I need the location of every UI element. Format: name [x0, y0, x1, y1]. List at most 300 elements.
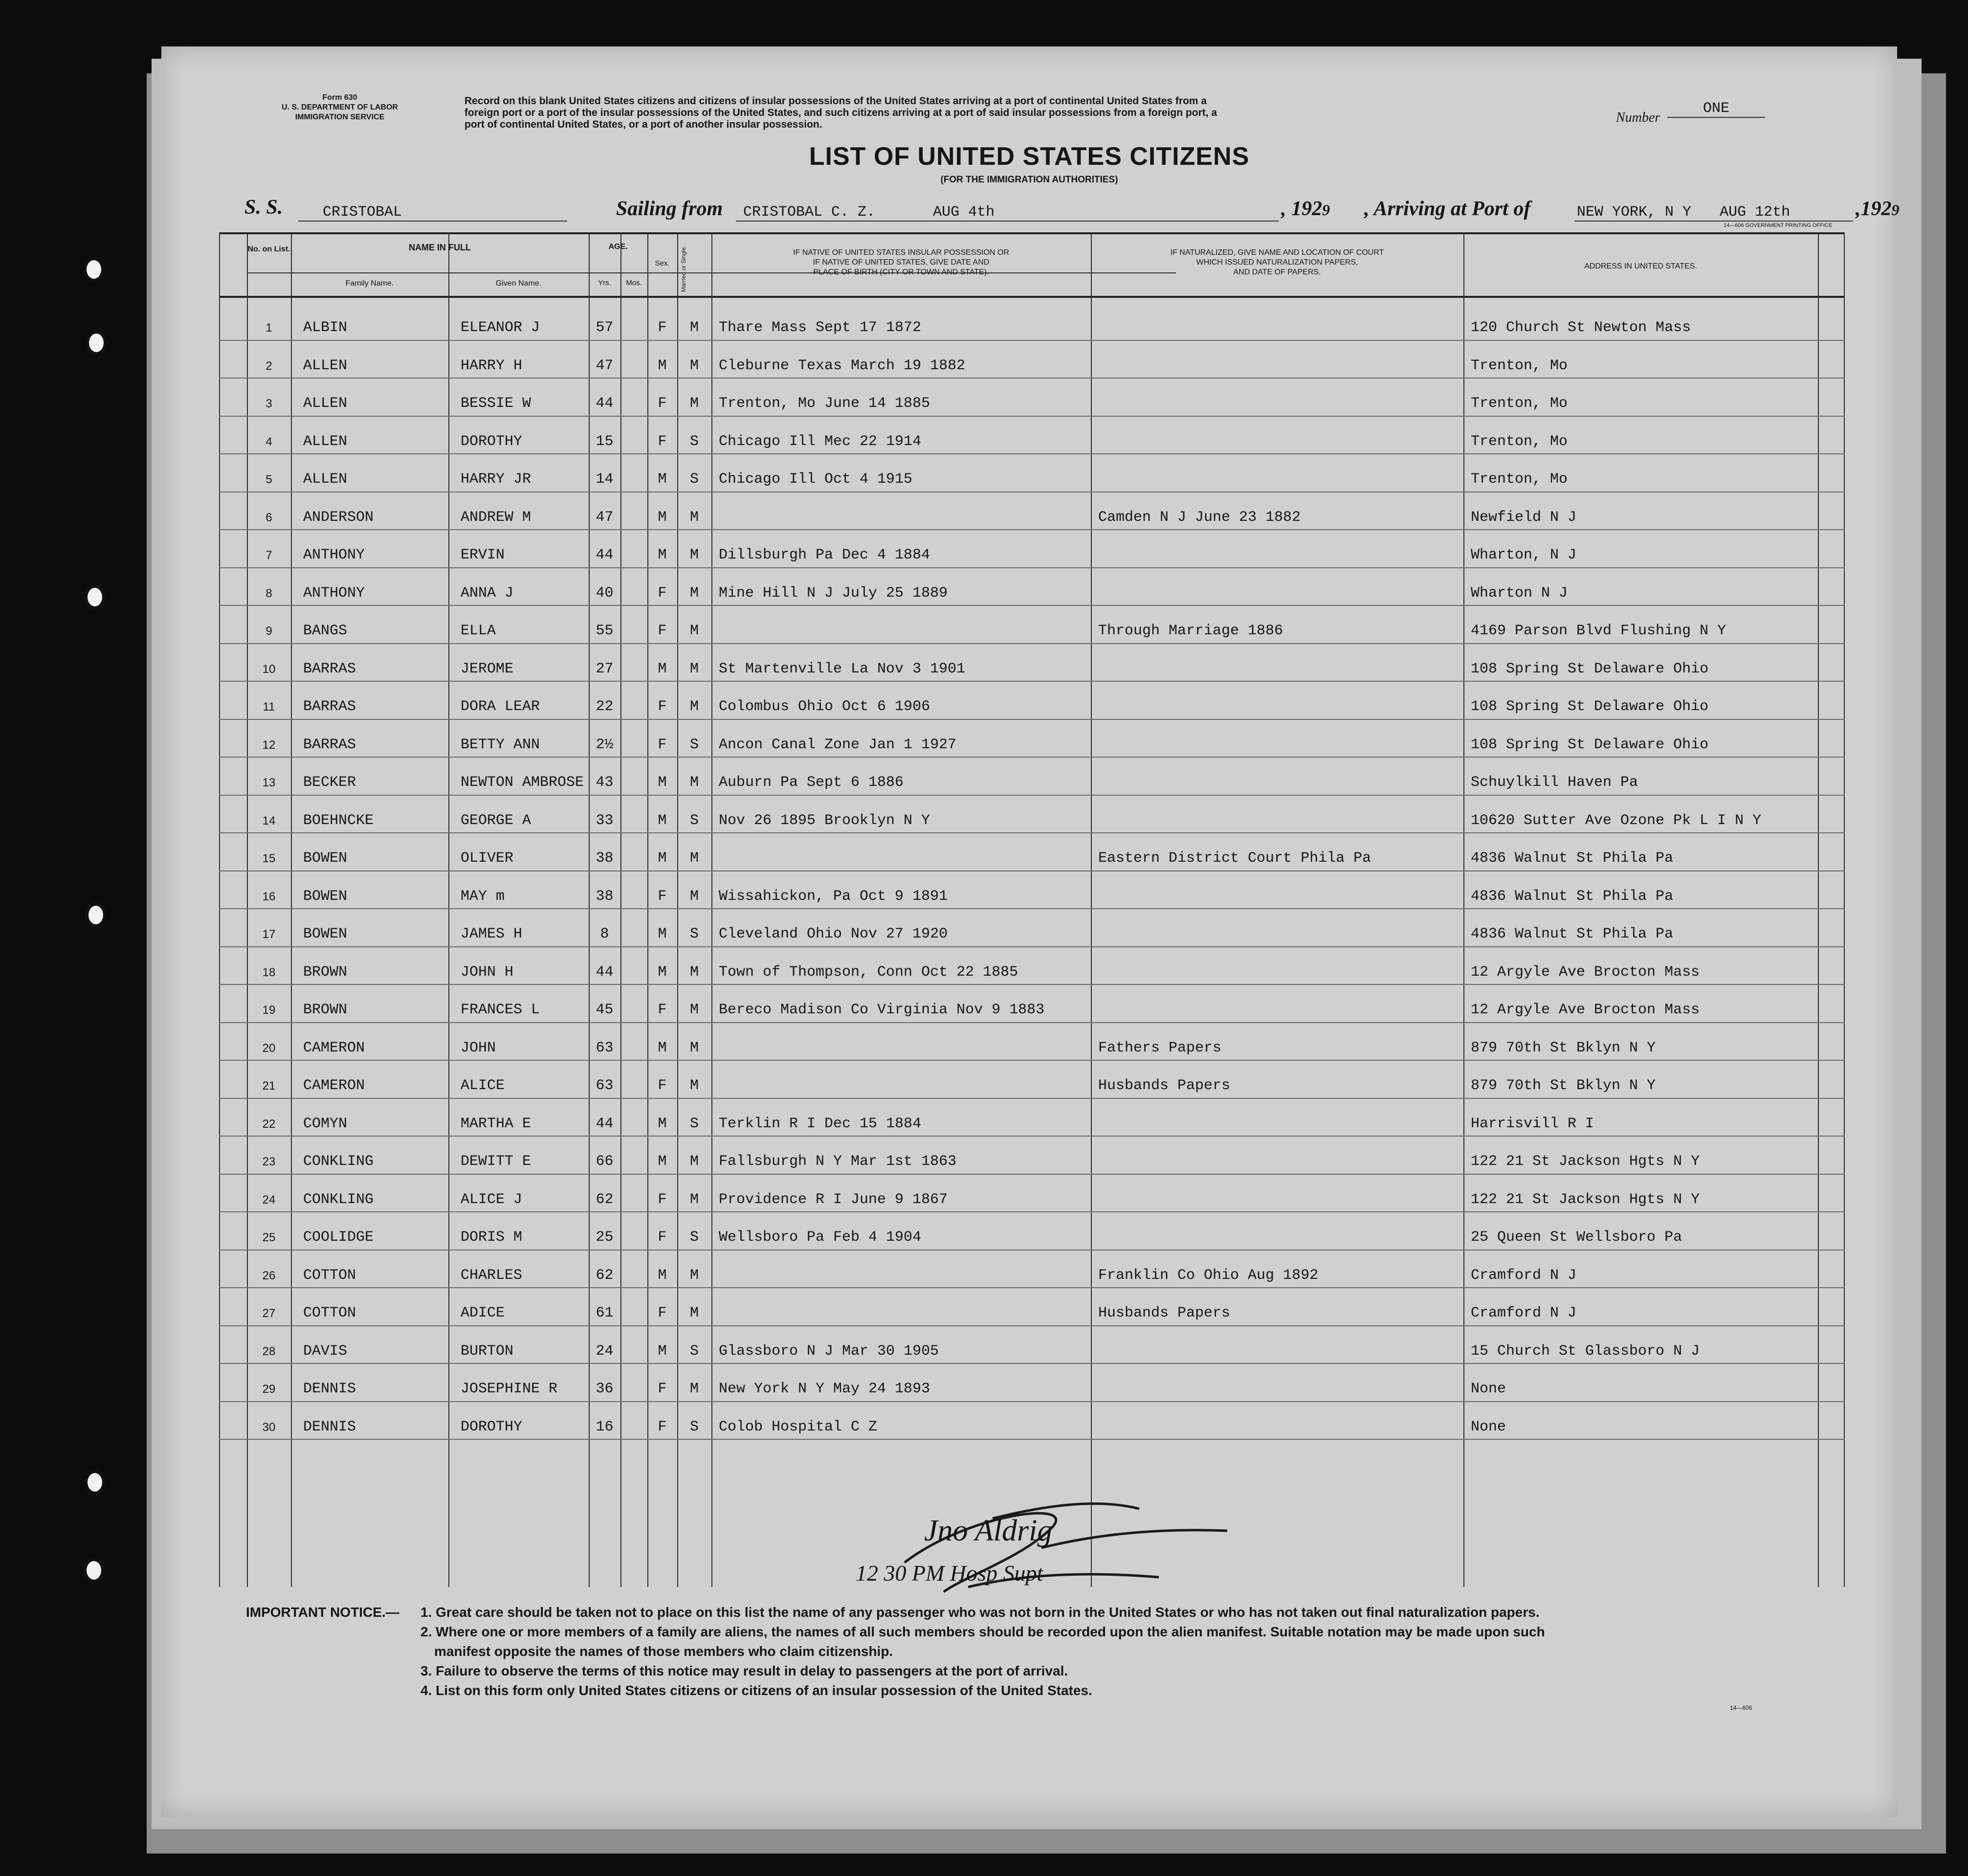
row-number: 23	[262, 1155, 276, 1168]
marital-status: M	[689, 1039, 699, 1056]
marital-status: M	[689, 1267, 699, 1284]
given-name: OLIVER	[461, 850, 514, 867]
marital-status: S	[689, 433, 699, 450]
binder-hole	[86, 330, 107, 356]
sex: F	[658, 1191, 667, 1208]
age-years: 25	[596, 1229, 614, 1246]
family-name: BARRAS	[303, 736, 356, 753]
sex: F	[658, 1002, 667, 1018]
row-number: 6	[265, 511, 272, 524]
family-name: BROWN	[303, 1002, 348, 1018]
header-birth-line: IF NATIVE OF UNITED STATES, GIVE DATE AND	[813, 258, 990, 267]
family-name: ALLEN	[303, 433, 348, 450]
header-naturalized-line: IF NATURALIZED, GIVE NAME AND LOCATION OF COURT	[1170, 248, 1384, 257]
department-label: U. S. DEPARTMENT OF LABOR	[282, 103, 398, 112]
row-number: 19	[262, 1004, 276, 1017]
birth-place-date: Wissahickon, Pa Oct 9 1891	[719, 888, 948, 905]
age-years: 27	[596, 660, 614, 677]
age-years: 47	[596, 357, 614, 374]
table-row	[219, 871, 1845, 908]
row-number: 3	[265, 397, 272, 410]
family-name: CAMERON	[303, 1077, 365, 1094]
age-years: 44	[596, 1115, 614, 1132]
sailing-port: CRISTOBAL C. Z.	[743, 204, 876, 221]
address: Wharton, N J	[1471, 547, 1577, 563]
table-row	[219, 529, 1845, 567]
marital-status: S	[689, 1229, 699, 1246]
table-row	[219, 1098, 1845, 1136]
birth-place-date: Colob Hospital C Z	[719, 1418, 878, 1435]
header-name-in-full: NAME IN FULL	[409, 243, 471, 252]
naturalization: Franklin Co Ohio Aug 1892	[1098, 1267, 1319, 1284]
manifest-page	[161, 46, 1900, 1817]
age-years: 61	[596, 1305, 614, 1321]
age-years: 55	[596, 623, 614, 639]
birth-place-date: Chicago Ill Oct 4 1915	[719, 471, 913, 488]
notice-code: 14—606	[1730, 1704, 1752, 1711]
given-name: JEROME	[461, 660, 514, 677]
given-name: JOHN	[461, 1039, 496, 1056]
marital-status: M	[689, 357, 699, 374]
address: 4836 Walnut St Phila Pa	[1471, 926, 1674, 942]
family-name: COOLIDGE	[303, 1229, 374, 1246]
marital-status: S	[689, 1342, 699, 1360]
header-months: Mos.	[626, 279, 642, 287]
naturalization: Fathers Papers	[1098, 1039, 1222, 1056]
header-given-name: Given Name.	[495, 279, 542, 288]
table-row	[219, 1287, 1845, 1325]
row-number: 28	[262, 1344, 276, 1358]
row-number: 5	[265, 473, 272, 486]
binder-hole	[84, 1470, 106, 1495]
arrival-year-prefix: ,192	[1856, 198, 1892, 220]
sex: M	[658, 1342, 667, 1360]
notice-item-2: 2. Where one or more members of a family are aliens, the names of all such members should be recorded upon the alien manifest. Suitable notation may be made upon such	[420, 1624, 1545, 1639]
age-years: 15	[596, 433, 614, 450]
row-number: 24	[262, 1193, 276, 1206]
family-name: DENNIS	[303, 1381, 356, 1397]
marital-status: M	[689, 660, 699, 677]
row-number: 25	[262, 1231, 276, 1244]
table-row	[219, 1250, 1845, 1287]
family-name: CONKLING	[303, 1191, 374, 1208]
address: 108 Spring St Delaware Ohio	[1471, 736, 1709, 753]
birth-place-date: Glassboro N J Mar 30 1905	[719, 1342, 939, 1360]
marital-status: M	[689, 509, 699, 526]
address: 15 Church St Glassboro N J	[1471, 1342, 1700, 1360]
marital-status: M	[689, 547, 699, 563]
age-years: 2½	[596, 736, 614, 753]
number-label: Number	[1616, 110, 1660, 125]
notice-item-1: 1. Great care should be taken not to place on this list the name of any passenger who was not born in the United States or who has not taken out final naturalization papers.	[420, 1605, 1540, 1620]
given-name: ERVIN	[461, 547, 505, 563]
marital-status: M	[689, 963, 699, 981]
birth-place-date: Mine Hill N J July 25 1889	[719, 584, 948, 602]
address: None	[1471, 1381, 1506, 1397]
family-name: BOWEN	[303, 888, 348, 905]
sex: F	[658, 623, 667, 639]
family-name: BOWEN	[303, 850, 348, 867]
address: Schuylkill Haven Pa	[1471, 774, 1638, 791]
arrival-year-digit: 9	[1891, 201, 1900, 219]
birth-place-date: Colombus Ohio Oct 6 1906	[719, 698, 930, 715]
family-name: BROWN	[303, 963, 348, 981]
age-years: 16	[596, 1418, 614, 1435]
marital-status: M	[689, 1153, 699, 1170]
given-name: ELEANOR J	[461, 319, 540, 336]
marital-status: M	[689, 584, 699, 602]
birth-place-date: Cleveland Ohio Nov 27 1920	[719, 926, 948, 942]
service-label: IMMIGRATION SERVICE	[295, 113, 385, 121]
address: 122 21 St Jackson Hgts N Y	[1471, 1191, 1700, 1208]
row-number: 2	[265, 359, 272, 373]
header-no-on-list: No. on List.	[247, 245, 290, 253]
binder-hole	[83, 257, 105, 282]
given-name: JAMES H	[461, 926, 523, 942]
family-name: BANGS	[303, 623, 348, 639]
row-number: 26	[262, 1269, 276, 1282]
family-name: BOEHNCKE	[303, 812, 374, 829]
row-number: 16	[262, 890, 276, 903]
family-name: ALBIN	[303, 319, 348, 336]
header-naturalized-line: WHICH ISSUED NATURALIZATION PAPERS,	[1196, 258, 1358, 267]
given-name: DORIS M	[461, 1229, 523, 1246]
table-row	[219, 719, 1845, 757]
passenger-table	[219, 232, 1845, 1587]
signature-name: Jno Aldrig	[924, 1514, 1053, 1547]
sex: F	[658, 1229, 667, 1246]
family-name: ANTHONY	[303, 584, 365, 602]
family-name: COMYN	[303, 1115, 348, 1132]
given-name: JOSEPHINE R	[461, 1381, 558, 1397]
age-years: 44	[596, 963, 614, 981]
address: Trenton, Mo	[1471, 395, 1568, 412]
family-name: DENNIS	[303, 1418, 356, 1435]
notice-item-4: 4. List on this form only United States citizens or citizens of an insular possession of the United States.	[420, 1683, 1092, 1698]
given-name: DOROTHY	[461, 433, 523, 450]
marital-status: M	[689, 1305, 699, 1321]
marital-status: M	[689, 1002, 699, 1018]
family-name: ALLEN	[303, 471, 348, 488]
table-row	[219, 1174, 1845, 1211]
sex: M	[658, 926, 667, 942]
year-prefix: , 192	[1281, 198, 1322, 220]
age-years: 14	[596, 471, 614, 488]
marital-status: M	[689, 623, 699, 639]
marital-status: S	[689, 812, 699, 829]
sailing-label: Sailing from	[616, 198, 723, 220]
table-row	[219, 491, 1845, 529]
row-number: 8	[265, 586, 272, 600]
family-name: COTTON	[303, 1305, 356, 1321]
address: Cramford N J	[1471, 1305, 1577, 1321]
binder-hole	[84, 584, 106, 610]
birth-place-date: Nov 26 1895 Brooklyn N Y	[719, 812, 930, 829]
age-years: 47	[596, 509, 614, 526]
ss-label: S. S.	[244, 196, 283, 219]
naturalization: Through Marriage 1886	[1098, 623, 1283, 639]
given-name: MAY m	[461, 888, 505, 905]
header-birth	[711, 248, 1091, 277]
notice-item-2-continued: manifest opposite the names of those members who claim citizenship.	[434, 1644, 893, 1659]
age-years: 40	[596, 584, 614, 602]
sex: F	[658, 1381, 667, 1397]
intro-text	[464, 95, 1217, 131]
address: 879 70th St Bklyn N Y	[1471, 1039, 1656, 1056]
row-number: 15	[262, 852, 276, 865]
address: 122 21 St Jackson Hgts N Y	[1471, 1153, 1700, 1170]
table-row	[219, 643, 1845, 681]
row-number: 29	[262, 1383, 276, 1396]
sex: M	[658, 1115, 667, 1132]
table-row	[219, 1325, 1845, 1363]
given-name: ALICE J	[461, 1191, 523, 1208]
sex: M	[658, 1267, 667, 1284]
arrival-date: AUG 12th	[1720, 204, 1791, 221]
given-name: ADICE	[461, 1305, 505, 1321]
row-number: 17	[262, 928, 276, 941]
marital-status: M	[689, 698, 699, 715]
sex: F	[658, 888, 667, 905]
form-id-block	[266, 93, 413, 122]
table-row	[219, 946, 1845, 984]
given-name: ALICE	[461, 1077, 505, 1094]
birth-place-date: Chicago Ill Mec 22 1914	[719, 433, 922, 450]
age-years: 38	[596, 850, 614, 867]
row-number: 30	[262, 1420, 276, 1434]
age-years: 66	[596, 1153, 614, 1170]
marital-status: S	[689, 1418, 699, 1435]
table-row	[219, 757, 1845, 794]
address: Trenton, Mo	[1471, 433, 1568, 450]
address: 12 Argyle Ave Brocton Mass	[1471, 963, 1700, 981]
form-number: Form 630	[322, 93, 357, 102]
address: Cramford N J	[1471, 1267, 1577, 1284]
table-row	[219, 1211, 1845, 1249]
marital-status: M	[689, 1077, 699, 1094]
sex: M	[658, 357, 667, 374]
marital-status: M	[689, 850, 699, 867]
given-name: HARRY H	[461, 357, 523, 374]
header-sex: Sex.	[655, 259, 670, 268]
table-row	[219, 1401, 1845, 1439]
age-years: 36	[596, 1381, 614, 1397]
given-name: JOHN H	[461, 963, 514, 981]
sex: M	[658, 547, 667, 563]
header-years: Yrs.	[598, 279, 611, 287]
table-row	[219, 416, 1845, 453]
address: Trenton, Mo	[1471, 357, 1568, 374]
birth-place-date: New York N Y May 24 1893	[719, 1381, 930, 1397]
birth-place-date: Bereco Madison Co Virginia Nov 9 1883	[719, 1002, 1045, 1018]
birth-place-date: Cleburne Texas March 19 1882	[719, 357, 966, 374]
binder-hole	[83, 1558, 105, 1583]
naturalization: Husbands Papers	[1098, 1077, 1231, 1094]
sex: F	[658, 395, 667, 412]
header-birth-line: PLACE OF BIRTH (CITY OR TOWN AND STATE).	[813, 268, 989, 276]
address: 10620 Sutter Ave Ozone Pk L I N Y	[1471, 812, 1762, 829]
address: 108 Spring St Delaware Ohio	[1471, 698, 1709, 715]
sex: F	[658, 319, 667, 336]
marital-status: M	[689, 774, 699, 791]
row-number: 13	[262, 776, 276, 789]
table-row	[219, 1136, 1845, 1173]
marital-status: M	[689, 1191, 699, 1208]
sex: F	[658, 736, 667, 753]
sailing-field	[736, 204, 1279, 222]
given-name: GEORGE A	[461, 812, 531, 829]
given-name: CHARLES	[461, 1267, 523, 1284]
birth-place-date: Auburn Pa Sept 6 1886	[719, 774, 904, 791]
sex: M	[658, 774, 667, 791]
sex: F	[658, 584, 667, 602]
signature-note: 12 30 PM Hosp Supt	[856, 1561, 1043, 1586]
age-years: 43	[596, 774, 614, 791]
birth-place-date: Town of Thompson, Conn Oct 22 1885	[719, 963, 1018, 981]
birth-place-date: Dillsburgh Pa Dec 4 1884	[719, 547, 930, 563]
age-years: 38	[596, 888, 614, 905]
header-naturalized	[1091, 248, 1463, 277]
intro-line: foreign port or a port of the insular possessions of the United States, and such citizens arriving at a port of said insular possessions from a foreign port, a	[464, 107, 1217, 118]
table-row	[219, 378, 1845, 415]
age-years: 62	[596, 1267, 614, 1284]
page-title: LIST OF UNITED STATES CITIZENS	[809, 142, 1250, 171]
page-subtitle: (FOR THE IMMIGRATION AUTHORITIES)	[940, 175, 1118, 185]
given-name: HARRY JR	[461, 471, 531, 488]
sex: F	[658, 698, 667, 715]
printing-office-note: 14—606 GOVERNMENT PRINTING OFFICE	[1724, 223, 1833, 228]
address: 4169 Parson Blvd Flushing N Y	[1471, 623, 1726, 639]
address: Wharton N J	[1471, 584, 1568, 602]
given-name: BETTY ANN	[461, 736, 540, 753]
table-row	[219, 605, 1845, 643]
address: 4836 Walnut St Phila Pa	[1471, 850, 1674, 867]
naturalization: Husbands Papers	[1098, 1305, 1231, 1321]
row-number: 1	[265, 321, 272, 335]
table-row	[219, 832, 1845, 870]
birth-place-date: Wellsboro Pa Feb 4 1904	[719, 1229, 922, 1246]
sex: M	[658, 812, 667, 829]
family-name: ALLEN	[303, 395, 348, 412]
given-name: DORA LEAR	[461, 698, 540, 715]
sex: F	[658, 1305, 667, 1321]
family-name: BECKER	[303, 774, 356, 791]
row-number: 27	[262, 1307, 276, 1320]
row-number: 7	[265, 549, 272, 562]
header-family-name: Family Name.	[345, 279, 394, 288]
family-name: COTTON	[303, 1267, 356, 1284]
table-row	[219, 984, 1845, 1022]
age-years: 44	[596, 547, 614, 563]
family-name: BARRAS	[303, 660, 356, 677]
table-row	[219, 908, 1845, 946]
arrival-port: NEW YORK, N Y	[1577, 204, 1692, 221]
age-years: 57	[596, 319, 614, 336]
given-name: BURTON	[461, 1342, 514, 1360]
table-row	[219, 1060, 1845, 1097]
family-name: CONKLING	[303, 1153, 374, 1170]
marital-status: S	[689, 471, 699, 488]
marital-status: S	[689, 736, 699, 753]
sailing-date: AUG 4th	[933, 204, 995, 221]
binder-hole	[85, 902, 107, 928]
row-number: 14	[262, 814, 276, 827]
sex: F	[658, 1418, 667, 1435]
address: 120 Church St Newton Mass	[1471, 319, 1691, 336]
age-years: 44	[596, 395, 614, 412]
address: Harrisvill R I	[1471, 1115, 1594, 1132]
birth-place-date: Terklin R I Dec 15 1884	[719, 1115, 922, 1132]
family-name: BOWEN	[303, 926, 348, 942]
arrival-year	[1856, 197, 1900, 221]
age-years: 62	[596, 1191, 614, 1208]
table-row	[219, 340, 1845, 378]
age-years: 24	[596, 1342, 614, 1360]
given-name: FRANCES L	[461, 1002, 540, 1018]
number-value: ONE	[1667, 100, 1765, 118]
header-birth-line: IF NATIVE OF UNITED STATES INSULAR POSSESSION OR	[793, 248, 1009, 257]
age-years: 45	[596, 1002, 614, 1018]
age-years: 33	[596, 812, 614, 829]
family-name: CAMERON	[303, 1039, 365, 1056]
arrival-field	[1574, 204, 1853, 222]
table-row	[219, 1022, 1845, 1060]
given-name: MARTHA E	[461, 1115, 531, 1132]
birth-place-date: Fallsburgh N Y Mar 1st 1863	[719, 1153, 957, 1170]
row-number: 10	[262, 662, 276, 676]
marital-status: S	[689, 1115, 699, 1132]
birth-place-date: Thare Mass Sept 17 1872	[719, 319, 922, 336]
row-number: 12	[262, 738, 276, 752]
birth-place-date: Trenton, Mo June 14 1885	[719, 395, 930, 412]
sailing-year	[1281, 197, 1330, 221]
given-name: ELLA	[461, 623, 496, 639]
sex: M	[658, 1039, 667, 1056]
age-years: 63	[596, 1077, 614, 1094]
address: 12 Argyle Ave Brocton Mass	[1471, 1002, 1700, 1018]
given-name: NEWTON AMBROSE	[461, 774, 584, 791]
table-row	[219, 1363, 1845, 1401]
address: 25 Queen St Wellsboro Pa	[1471, 1229, 1682, 1246]
row-number: 9	[265, 625, 272, 638]
given-name: DOROTHY	[461, 1418, 523, 1435]
row-number: 22	[262, 1117, 276, 1131]
naturalization: Eastern District Court Phila Pa	[1098, 850, 1371, 867]
age-years: 22	[596, 698, 614, 715]
age-years: 8	[600, 926, 609, 942]
family-name: BARRAS	[303, 698, 356, 715]
sex: M	[658, 850, 667, 867]
marital-status: M	[689, 395, 699, 412]
table-row	[219, 567, 1845, 605]
marital-status: M	[689, 1381, 699, 1397]
sailing-year-digit: 9	[1322, 201, 1330, 219]
sex: M	[658, 963, 667, 981]
sex: M	[658, 509, 667, 526]
row-number: 20	[262, 1041, 276, 1055]
birth-place-date: Providence R I June 9 1867	[719, 1191, 948, 1208]
family-name: DAVIS	[303, 1342, 348, 1360]
row-number: 21	[262, 1079, 276, 1093]
marital-status: M	[689, 888, 699, 905]
given-name: ANNA J	[461, 584, 514, 602]
address: Trenton, Mo	[1471, 471, 1568, 488]
address: 108 Spring St Delaware Ohio	[1471, 660, 1709, 677]
birth-place-date: St Martenville La Nov 3 1901	[719, 660, 966, 677]
naturalization: Camden N J June 23 1882	[1098, 509, 1301, 526]
address: 879 70th St Bklyn N Y	[1471, 1077, 1656, 1094]
birth-place-date: Ancon Canal Zone Jan 1 1927	[719, 736, 957, 753]
